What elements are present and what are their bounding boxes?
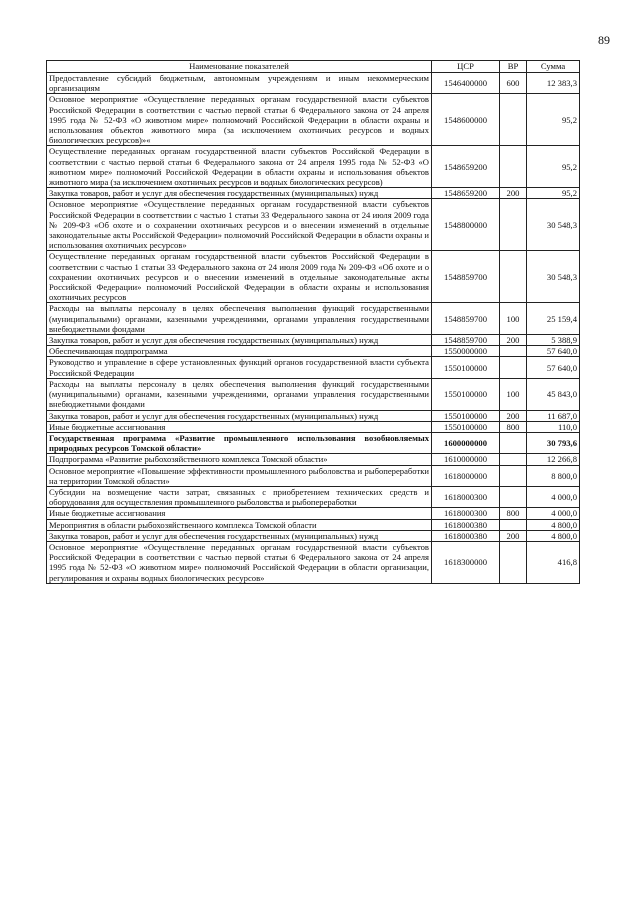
- header-sum: Сумма: [527, 61, 580, 73]
- table-row: [47, 303, 580, 335]
- row-vr-cell: 100: [500, 378, 527, 410]
- row-csr-cell: 1548859700: [432, 335, 500, 346]
- row-vr-cell: 600: [500, 73, 527, 94]
- row-vr-cell: [500, 465, 527, 486]
- header-vr: ВР: [500, 61, 527, 73]
- row-sum-cell: 110,0: [527, 421, 580, 432]
- row-sum-cell: 57 640,0: [527, 357, 580, 378]
- table-row: [47, 421, 580, 432]
- table-row: [47, 486, 580, 507]
- row-vr-cell: [500, 146, 527, 188]
- table-row: [47, 432, 580, 453]
- row-sum-cell: 30 793,6: [527, 432, 580, 453]
- table-row: [47, 519, 580, 530]
- table-row: [47, 73, 580, 94]
- row-name-cell: Закупка товаров, работ и услуг для обеспечения государственных (муниципальных) нужд: [47, 335, 432, 346]
- row-vr-cell: 200: [500, 530, 527, 541]
- table-row: [47, 454, 580, 465]
- row-vr-cell: [500, 357, 527, 378]
- row-vr-cell: [500, 454, 527, 465]
- row-vr-cell: 200: [500, 188, 527, 199]
- row-sum-cell: 25 159,4: [527, 303, 580, 335]
- row-sum-cell: 45 843,0: [527, 378, 580, 410]
- row-csr-cell: 1548800000: [432, 199, 500, 251]
- table-row: [47, 410, 580, 421]
- row-csr-cell: 1618000380: [432, 519, 500, 530]
- row-csr-cell: 1548859700: [432, 251, 500, 303]
- table-row: [47, 335, 580, 346]
- budget-table: [46, 60, 580, 584]
- row-vr-cell: 800: [500, 508, 527, 519]
- row-csr-cell: 1550000000: [432, 346, 500, 357]
- table-row: [47, 146, 580, 188]
- header-csr: ЦСР: [432, 61, 500, 73]
- row-sum-cell: 95,2: [527, 94, 580, 146]
- row-csr-cell: 1548859700: [432, 303, 500, 335]
- table-row: [47, 94, 580, 146]
- page-number: 89: [598, 33, 610, 47]
- row-csr-cell: 1600000000: [432, 432, 500, 453]
- table-row: [47, 465, 580, 486]
- row-sum-cell: 4 000,0: [527, 508, 580, 519]
- table-row: [47, 530, 580, 541]
- row-name-cell: Основное мероприятие «Повышение эффективности промышленного рыболовства и рыбопереработки на территории Томской области»: [47, 465, 432, 486]
- row-sum-cell: 12 266,8: [527, 454, 580, 465]
- row-name-cell: Расходы на выплаты персоналу в целях обеспечения выполнения функций государственными (муниципальными) органами, казенными учреждениями, органами управления государственными внебюджетными фондами: [47, 303, 432, 335]
- row-vr-cell: 200: [500, 410, 527, 421]
- table-row: [47, 378, 580, 410]
- table-row: [47, 541, 580, 583]
- row-sum-cell: 5 388,9: [527, 335, 580, 346]
- row-vr-cell: 100: [500, 303, 527, 335]
- row-name-cell: Мероприятия в области рыбохозяйственного комплекса Томской области: [47, 519, 432, 530]
- row-vr-cell: [500, 519, 527, 530]
- row-vr-cell: [500, 346, 527, 357]
- row-csr-cell: 1550100000: [432, 357, 500, 378]
- table-row: [47, 251, 580, 303]
- row-name-cell: Осуществление переданных органам государственной власти субъектов Российской Федерации в соответствии с частью 1 статьи 33 Федерального закона от 24 июля 2009 года № 209-ФЗ «Об охоте и о сохранении охотничьих ресурсов и о внесении изменений в отдельные законодательные акты Российской Федерации» полномочий Российской Федерации в области охраны и использования охотничьих ресурсов: [47, 251, 432, 303]
- row-sum-cell: 95,2: [527, 188, 580, 199]
- row-vr-cell: [500, 251, 527, 303]
- row-sum-cell: 95,2: [527, 146, 580, 188]
- row-vr-cell: [500, 432, 527, 453]
- row-sum-cell: 11 687,0: [527, 410, 580, 421]
- row-csr-cell: 1550100000: [432, 410, 500, 421]
- row-vr-cell: [500, 541, 527, 583]
- row-name-cell: Закупка товаров, работ и услуг для обеспечения государственных (муниципальных) нужд: [47, 410, 432, 421]
- row-csr-cell: 1548659200: [432, 188, 500, 199]
- row-name-cell: Закупка товаров, работ и услуг для обеспечения государственных (муниципальных) нужд: [47, 188, 432, 199]
- row-sum-cell: 416,8: [527, 541, 580, 583]
- row-csr-cell: 1548600000: [432, 94, 500, 146]
- table-body: [47, 73, 580, 584]
- row-csr-cell: 1546400000: [432, 73, 500, 94]
- row-name-cell: Иные бюджетные ассигнования: [47, 421, 432, 432]
- row-vr-cell: [500, 94, 527, 146]
- row-name-cell: Государственная программа «Развитие промышленного использования возобновляемых природных ресурсов Томской области»: [47, 432, 432, 453]
- row-csr-cell: 1618000300: [432, 486, 500, 507]
- row-sum-cell: 4 000,0: [527, 486, 580, 507]
- row-name-cell: Основное мероприятие «Осуществление переданных органам государственной власти субъектов Российской Федерации в соответствии с частью 1 статьи 33 Федерального закона от 24 июля 2009 года № 209-ФЗ «Об охоте и о сохранении охотничьих ресурсов и о внесении изменений в отдельные законодательные акты Российской Федерации» полномочий Российской Федерации в области охраны и использования охотничьих ресурсов»: [47, 199, 432, 251]
- table-header-row: [47, 61, 580, 73]
- row-sum-cell: 57 640,0: [527, 346, 580, 357]
- row-vr-cell: [500, 199, 527, 251]
- row-csr-cell: 1618000000: [432, 465, 500, 486]
- row-name-cell: Иные бюджетные ассигнования: [47, 508, 432, 519]
- row-name-cell: Закупка товаров, работ и услуг для обеспечения государственных (муниципальных) нужд: [47, 530, 432, 541]
- row-csr-cell: 1618000380: [432, 530, 500, 541]
- table-row: [47, 346, 580, 357]
- row-sum-cell: 4 800,0: [527, 530, 580, 541]
- row-name-cell: Предоставление субсидий бюджетным, автономным учреждениям и иным некоммерческим организациям: [47, 73, 432, 94]
- row-sum-cell: 30 548,3: [527, 199, 580, 251]
- row-name-cell: Руководство и управление в сфере установленных функций органов государственной власти субъекта Российской Федерации: [47, 357, 432, 378]
- row-name-cell: Основное мероприятие «Осуществление переданных органам государственной власти субъектов Российской Федерации в соответствии с частью первой статьи 6 Федерального закона от 24 апреля 1995 года № 52-ФЗ «О животном мире» полномочий Российской Федерации в области охраны и использования объектов животного мира (за исключением охотничьих ресурсов и водных биологических ресурсов)»«: [47, 94, 432, 146]
- header-name: Наименование показателей: [47, 61, 432, 73]
- row-csr-cell: 1618300000: [432, 541, 500, 583]
- table-row: [47, 508, 580, 519]
- row-name-cell: Основное мероприятие «Осуществление переданных органам государственной власти субъектов Российской Федерации в соответствии с частью первой статьи 6 Федерального закона от 24 апреля 1995 года № 52-ФЗ «О животном мире» полномочий Российской Федерации в области организации, регулирования и охраны водных биологических ресурсов»: [47, 541, 432, 583]
- row-sum-cell: 8 800,0: [527, 465, 580, 486]
- row-sum-cell: 4 800,0: [527, 519, 580, 530]
- row-csr-cell: 1550100000: [432, 378, 500, 410]
- row-name-cell: Обеспечивающая подпрограмма: [47, 346, 432, 357]
- row-vr-cell: [500, 486, 527, 507]
- row-sum-cell: 12 383,3: [527, 73, 580, 94]
- row-csr-cell: 1550100000: [432, 421, 500, 432]
- row-name-cell: Осуществление переданных органам государственной власти субъектов Российской Федерации в соответствии с частью первой статьи 6 Федерального закона от 24 апреля 1995 года № 52-ФЗ «О животном мире» полномочий Российской Федерации в области охраны и использования объектов животного мира (за исключением охотничьих ресурсов и водных биологических ресурсов): [47, 146, 432, 188]
- table-row: [47, 188, 580, 199]
- row-name-cell: Подпрограмма «Развитие рыбохозяйственного комплекса Томской области»: [47, 454, 432, 465]
- row-sum-cell: 30 548,3: [527, 251, 580, 303]
- row-vr-cell: 200: [500, 335, 527, 346]
- row-csr-cell: 1618000300: [432, 508, 500, 519]
- row-name-cell: Расходы на выплаты персоналу в целях обеспечения выполнения функций государственными (муниципальными) органами, казенными учреждениями, органами управления государственными внебюджетными фондами: [47, 378, 432, 410]
- table-row: [47, 199, 580, 251]
- row-name-cell: Субсидии на возмещение части затрат, связанных с приобретением технических средств и оборудования для осуществления промышленного рыболовства и рыбопереработки: [47, 486, 432, 507]
- row-csr-cell: 1610000000: [432, 454, 500, 465]
- row-vr-cell: 800: [500, 421, 527, 432]
- row-csr-cell: 1548659200: [432, 146, 500, 188]
- table-row: [47, 357, 580, 378]
